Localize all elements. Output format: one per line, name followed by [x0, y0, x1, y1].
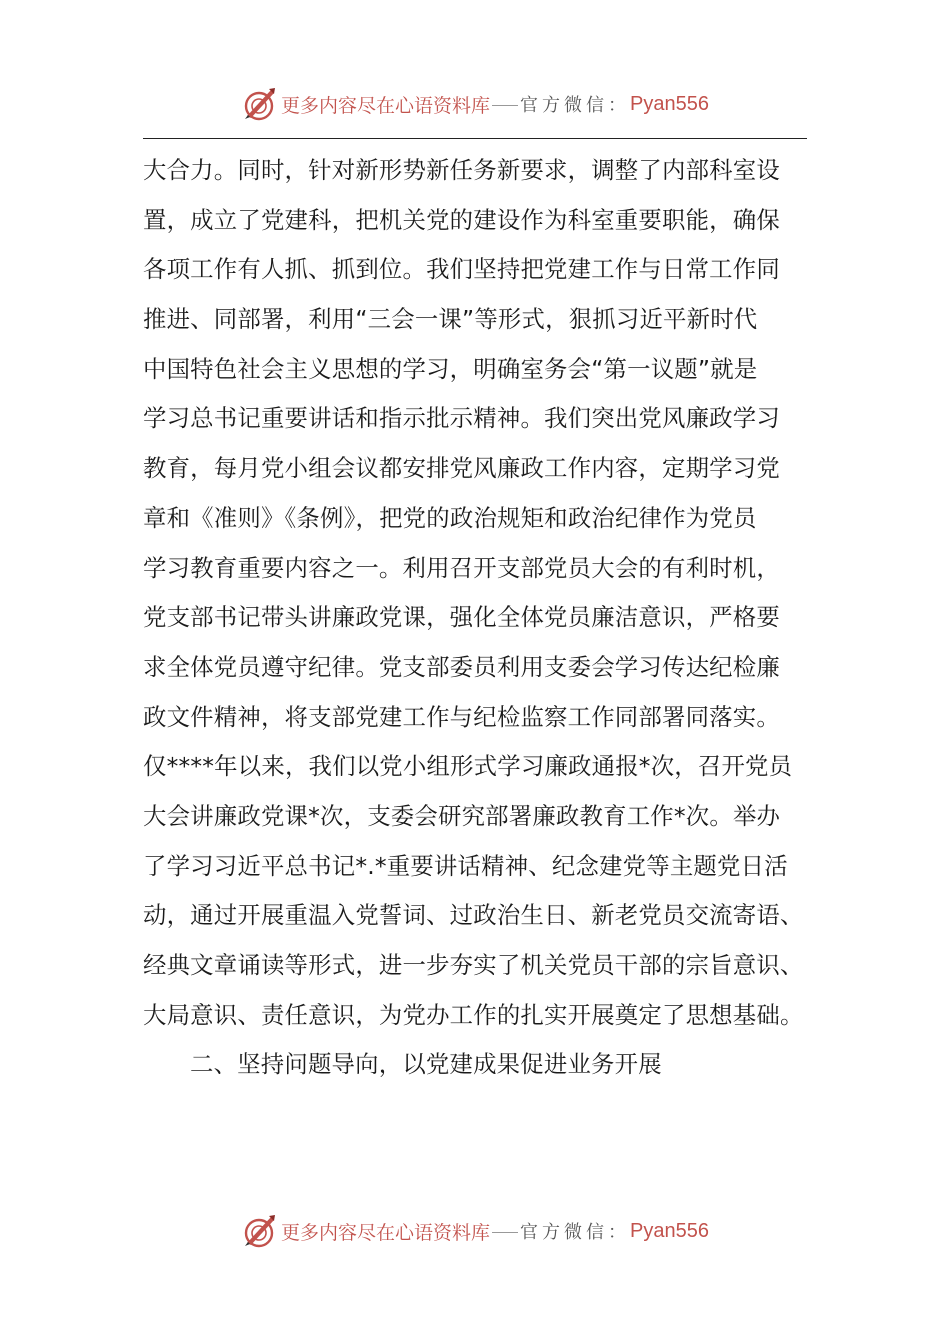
document-body	[143, 146, 807, 1090]
paragraph-line: 求全体党员遵守纪律。党支部委员利用支委会学习传达纪检廉	[143, 652, 780, 681]
banner-title: 更多内容尽在心语资料库	[281, 94, 491, 117]
quill-pen-seal-icon	[241, 86, 277, 122]
paragraph-line: 大局意识、责任意识，为党办工作的扎实开展奠定了思想基础。	[143, 1000, 804, 1029]
banner-wechat-id: Pyan556	[630, 1219, 709, 1242]
banner-dash	[492, 1232, 518, 1233]
quill-pen-seal-icon	[241, 1213, 277, 1249]
banner-wechat-id: Pyan556	[630, 92, 709, 115]
paragraph-line: 经典文章诵读等形式，进一步夯实了机关党员干部的宗旨意识、	[143, 951, 804, 979]
banner-wechat-label: 官方微信：	[520, 1222, 631, 1243]
banner-title: 更多内容尽在心语资料库	[281, 1221, 491, 1244]
banner-wechat-label: 官方微信：	[520, 95, 631, 116]
paragraph-line: 政文件精神，将支部党建工作与纪检监察工作同部署同落实。	[143, 702, 780, 731]
paragraph-line: 了学习习近平总书记*.*重要讲话精神、纪念建党等主题党日活	[143, 851, 788, 880]
paragraph-line: 动，通过开展重温入党誓词、过政治生日、新老党员交流寄语、	[143, 901, 804, 930]
paragraph-line: 大合力。同时，针对新形势新任务新要求，调整了内部科室设	[143, 156, 780, 184]
paragraph-line: 章和《准则》《条例》，把党的政治规矩和政治纪律作为党员	[143, 503, 757, 532]
header-divider	[143, 138, 807, 139]
paragraph-line: 仅****年以来，我们以党小组形式学习廉政通报*次，召开党员	[143, 752, 793, 781]
paragraph-line: 学习总书记重要讲话和指示批示精神。我们突出党风廉政学习	[143, 404, 780, 433]
header-banner	[0, 84, 950, 124]
paragraph-line: 推进、同部署，利用“三会一课”等形式，狠抓习近平新时代	[143, 305, 758, 334]
section-heading: 二、坚持问题导向，以党建成果促进业务开展	[190, 1050, 662, 1079]
paragraph-line: 学习教育重要内容之一。利用召开支部党员大会的有利时机，	[143, 553, 780, 582]
paragraph-line: 各项工作有人抓、抓到位。我们坚持把党建工作与日常工作同	[143, 255, 780, 284]
paragraph-line: 党支部书记带头讲廉政党课，强化全体党员廉洁意识，严格要	[143, 603, 780, 632]
banner-dash	[492, 105, 518, 106]
paragraph-line: 大会讲廉政党课*次，支委会研究部署廉政教育工作*次。举办	[143, 801, 781, 830]
paragraph-line: 教育，每月党小组会议都安排党风廉政工作内容，定期学习党	[143, 454, 780, 483]
paragraph-line: 置，成立了党建科，把机关党的建设作为科室重要职能，确保	[143, 205, 780, 234]
footer-banner	[0, 1211, 950, 1251]
paragraph-line: 中国特色社会主义思想的学习，明确室务会“第一议题”就是	[143, 354, 758, 383]
